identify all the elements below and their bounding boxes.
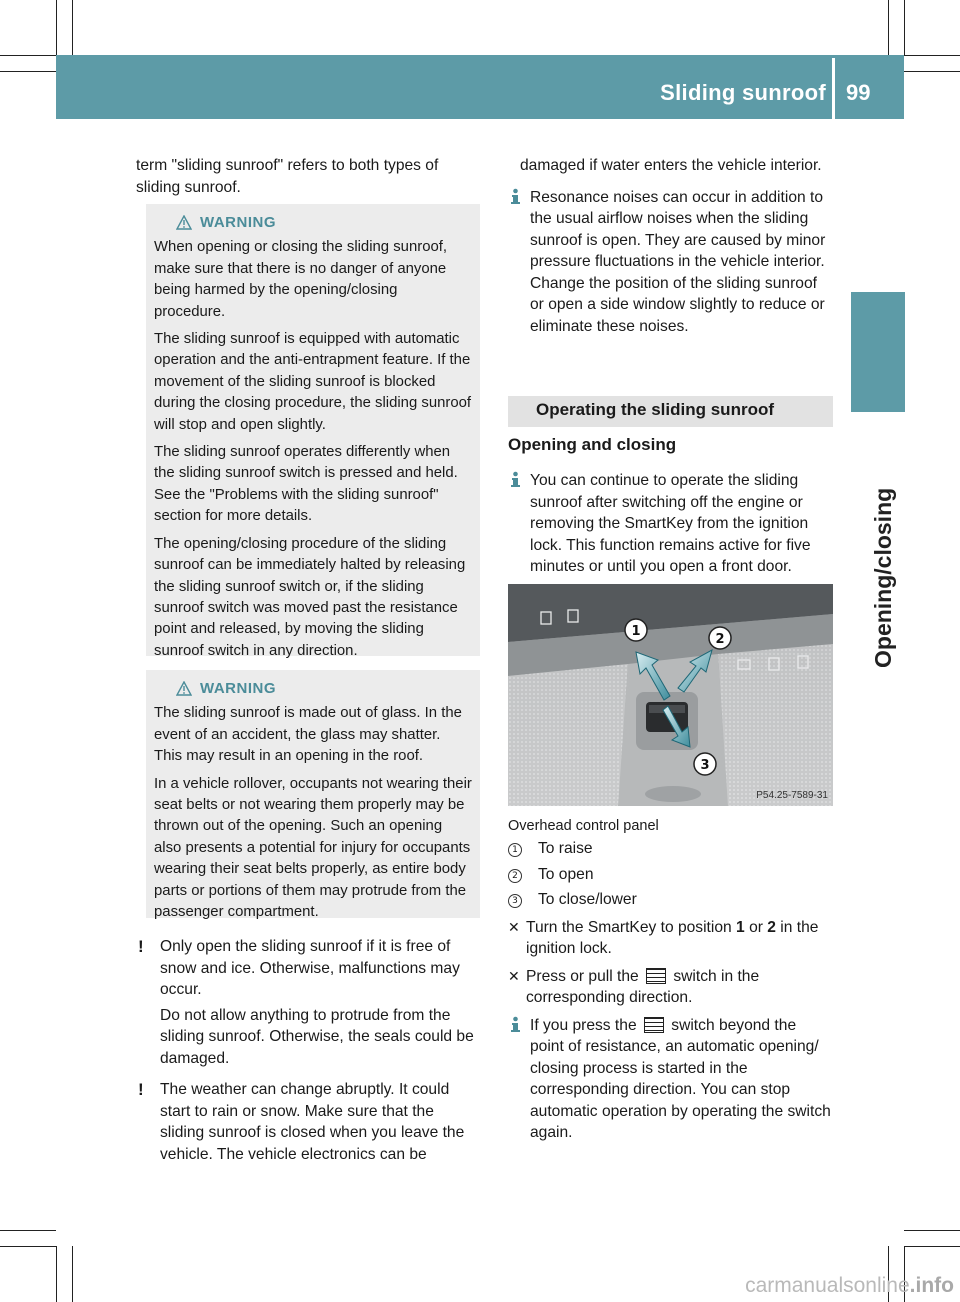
figure-code: P54.25-7589-31 (756, 790, 828, 801)
intro-text: term "sliding sunroof" refers to both types of sliding sunroof. (136, 157, 439, 196)
sunroof-switch-icon (644, 1017, 664, 1033)
legend-number: 2 (508, 869, 522, 883)
crop-mark (904, 1230, 960, 1231)
step-marker-icon: ✕ (508, 967, 520, 984)
warning-paragraph: The sliding sunroof is equipped with automatic operation and the anti-entrapment feature. If the movement of the sliding sunroof is blocked during the closing procedure, the sliding sunroof will stop and open slightly. (154, 331, 472, 433)
exclamation-icon: ! (138, 937, 144, 956)
crop-mark (72, 1246, 73, 1302)
info-note-2-wrap (508, 470, 834, 588)
note-text: The weather can change abruptly. It could start to rain or snow. Make sure that the sliding sunroof is closed when you leave the vehicle. The vehicle electronics can be (160, 1081, 465, 1163)
continuation-text: damaged if water enters the vehicle interior. (520, 157, 822, 174)
overhead-control-panel-photo (508, 584, 833, 806)
crop-mark (0, 1230, 56, 1231)
crop-mark (0, 1246, 56, 1247)
note-text: Only open the sliding sunroof if it is free of snow and ice. Otherwise, malfunctions may occur. (160, 938, 460, 998)
crop-mark (904, 0, 905, 56)
warning-triangle-icon (176, 215, 192, 230)
crop-mark (904, 1246, 960, 1247)
callout-3: 3 (700, 758, 710, 773)
crop-mark (904, 55, 960, 56)
crop-mark (56, 1246, 57, 1302)
warning-box-2 (146, 670, 480, 921)
info-note-3: If you press the switch beyond the point of resistance, an automatic opening/ closing process is started in the corresponding direction. You can stop automatic operation by operating the switch again. (508, 1015, 834, 1144)
position-1: 1 (736, 918, 745, 936)
section-heading-bar (508, 396, 833, 427)
chapter-tab (851, 292, 905, 412)
page-number: 99 (846, 80, 871, 105)
note-text: Do not allow anything to protrude from the sliding sunroof. Otherwise, the seals could be damaged. (160, 1006, 474, 1067)
warning-paragraph: The opening/closing procedure of the sliding sunroof can be immediately halted by releasing the sliding sunroof switch or, if the sliding sunroof switch was moved past the resistance point and released, by moving the sliding sunroof switch in any direction. (154, 535, 466, 659)
warning-paragraph: The sliding sunroof is made out of glass. In the event of an accident, the glass may shatter. This may result in an opening in the roof. (154, 705, 462, 765)
callout-2: 2 (715, 632, 725, 647)
control-panel-illustration (508, 584, 833, 806)
callout-1: 1 (631, 624, 641, 639)
legend-text: To open (538, 865, 594, 883)
legend-text: To raise (538, 840, 593, 857)
legend-number: 3 (508, 894, 522, 908)
subsection-title: Opening and closing (508, 435, 677, 454)
crop-mark (0, 55, 56, 56)
legend-item (508, 864, 834, 886)
figure-caption: Overhead control panel (508, 818, 659, 834)
crop-mark (56, 0, 57, 56)
watermark: carmanualsonline.info (745, 1274, 954, 1297)
info-icon (508, 1016, 523, 1033)
section-title: Operating the sliding sunroof (536, 400, 774, 419)
warning-paragraph: In a vehicle rollover, occupants not wearing their seat belts or not wearing them properly may be thrown out of the opening. Such an opening also presents a potential for injury for occupants wearing their seat belts properly, as entire body parts or portions of them may protrude from the passenger compartment. (154, 775, 472, 921)
crop-mark (904, 71, 960, 72)
left-column (136, 155, 481, 198)
legend-list (508, 838, 834, 1154)
info-note-1 (508, 187, 834, 338)
legend-number: 1 (508, 843, 522, 857)
right-column-top (508, 155, 834, 347)
info-icon (508, 471, 523, 488)
note-attention-1 (138, 936, 482, 1069)
crop-mark (0, 71, 56, 72)
warning-label: WARNING (200, 680, 276, 697)
notes-left (138, 936, 482, 1175)
legend-text: To close/lower (538, 891, 637, 908)
info-icon (508, 188, 523, 205)
warning-paragraph: The sliding sunroof operates differently when the sliding sunroof switch is pressed and held. See the "Problems with the sliding sunroof" section for more details. (154, 444, 458, 525)
warning-box-1 (146, 204, 480, 659)
position-2: 2 (767, 918, 776, 936)
instruction-step: ✕ Turn the SmartKey to position 1 or 2 in the ignition lock. (508, 918, 819, 957)
note-attention-2 (138, 1079, 482, 1165)
legend-item (508, 838, 834, 860)
sunroof-switch-icon (646, 968, 666, 984)
warning-paragraph: When opening or closing the sliding sunroof, make sure that there is no danger of anyone being harmed by the opening/closing procedure. (154, 239, 448, 320)
info-text: Resonance noises can occur in addition to the usual airflow noises when the sliding sunroof is open. They are caused by minor pressure fluctuations in the vehicle interior. Change the position of the sliding sunroof or open a side window slightly to reduce or eliminate these noises. (530, 188, 826, 335)
warning-header (176, 212, 472, 233)
info-text: You can continue to operate the sliding sunroof after switching off the engine or removing the SmartKey from the ignition lock. This function remains active for five minutes or until you open a front door. (530, 472, 811, 575)
page-header-title: Sliding sunroof (660, 80, 826, 105)
warning-label: WARNING (200, 214, 276, 231)
crop-mark (72, 0, 73, 56)
chapter-label: Opening/closing (870, 487, 896, 668)
warning-triangle-icon (176, 681, 192, 696)
instruction-step: ✕ Press or pull the switch in the corresponding direction. (508, 967, 760, 1006)
step-marker-icon: ✕ (508, 918, 520, 935)
crop-mark (888, 0, 889, 56)
exclamation-icon: ! (138, 1080, 144, 1099)
header-divider (832, 58, 835, 119)
info-note-2 (508, 470, 834, 578)
legend-item (508, 889, 834, 911)
warning-header (176, 678, 472, 699)
